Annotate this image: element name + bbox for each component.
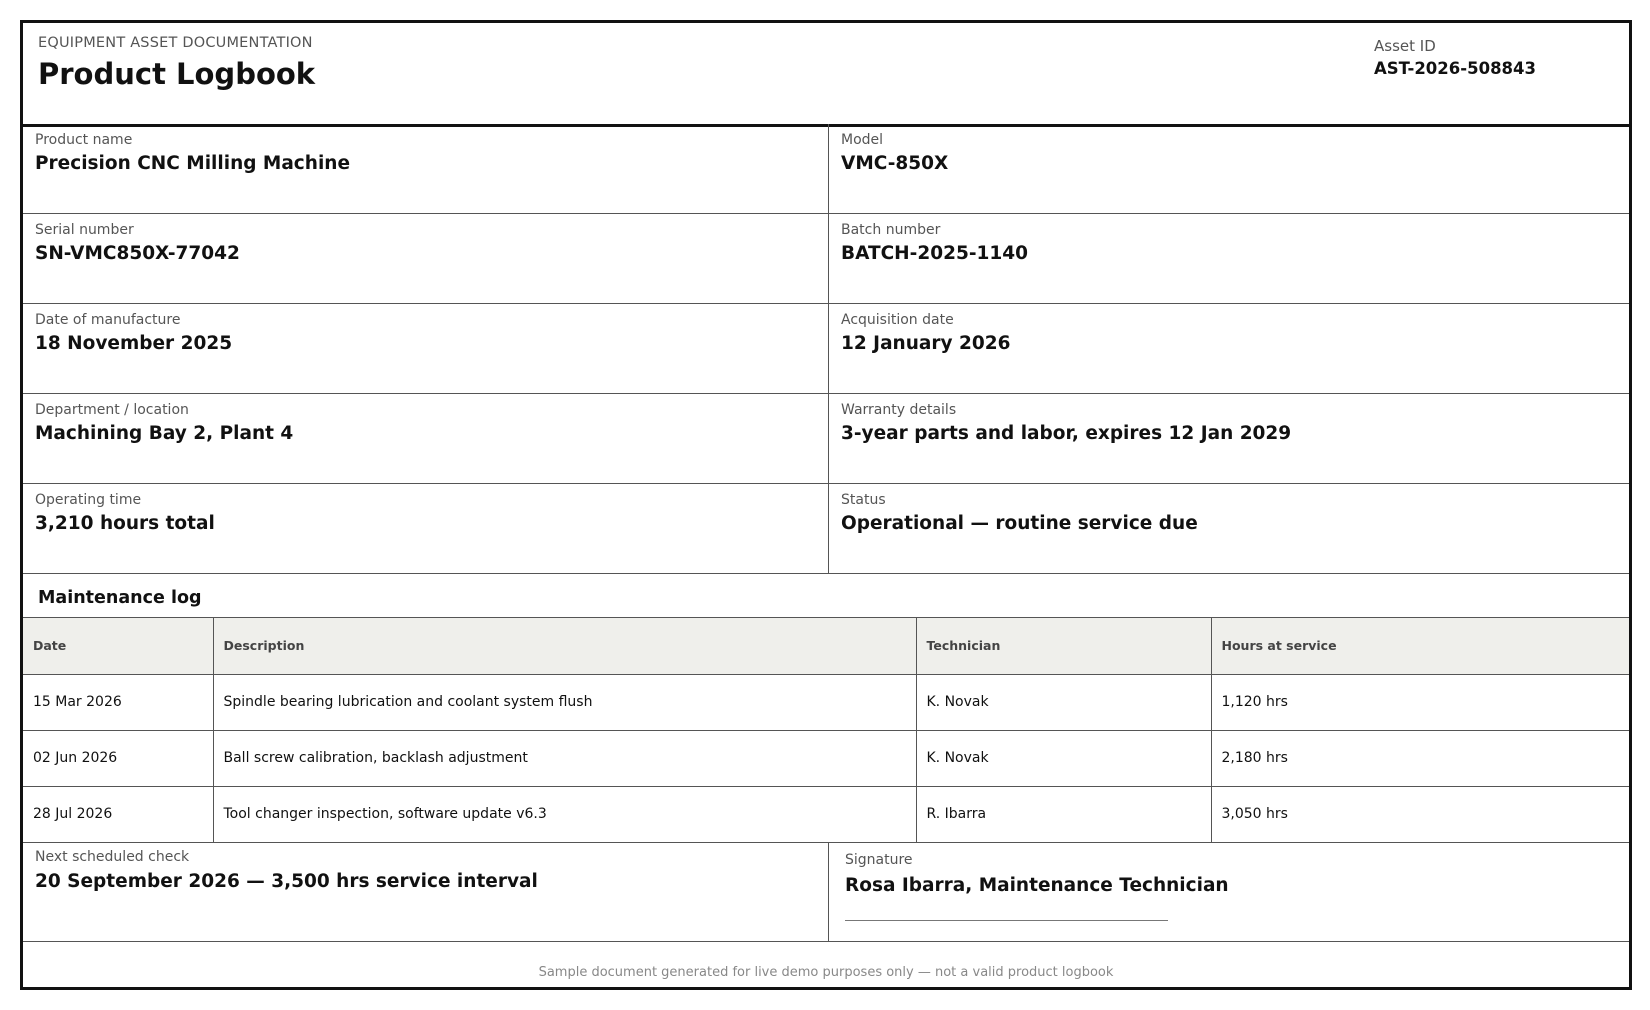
field-label: Date of manufacture [35,312,181,328]
table-row [23,730,1629,786]
field-label: Model [841,132,884,148]
field-value: 3-year parts and labor, expires 12 Jan 2029 [841,423,1292,444]
field-label: Operating time [35,492,142,508]
maintenance-log-table [23,618,1629,843]
document-category: EQUIPMENT ASSET DOCUMENTATION [38,35,313,51]
table-row [23,786,1629,842]
field-value: 3,210 hours total [35,513,215,534]
maintenance-log-title: Maintenance log [38,588,202,608]
disclaimer-footer: Sample document generated for live demo purposes only — not a valid product logbook [538,965,1114,980]
field-value: 12 January 2026 [841,333,1011,354]
cell-hours: 1,120 hrs [1211,674,1629,730]
column-header-technician: Technician [916,618,1211,674]
field-department-location [23,394,829,483]
field-label: Batch number [841,222,941,238]
signature-label: Signature [845,852,913,868]
field-operating-time [23,484,829,573]
cell-description: Ball screw calibration, backlash adjustment [213,730,916,786]
field-value: SN-VMC850X-77042 [35,243,240,264]
next-check-label: Next scheduled check [35,849,190,865]
field-label: Acquisition date [841,312,954,328]
cell-date: 28 Jul 2026 [23,786,213,842]
details-row [23,394,1629,484]
field-date-of-manufacture [23,304,829,393]
field-value: BATCH-2025-1140 [841,243,1028,264]
field-label: Product name [35,132,133,148]
column-header-hours: Hours at service [1211,618,1629,674]
column-header-date: Date [23,618,213,674]
page-title: Product Logbook [38,57,316,91]
table-row [23,674,1629,730]
field-batch-number [829,214,1629,303]
cell-hours: 2,180 hrs [1211,730,1629,786]
field-value: Precision CNC Milling Machine [35,153,351,174]
field-product-name [23,124,829,213]
closing-section [23,842,1629,942]
field-label: Serial number [35,222,134,238]
signature-block [829,842,1629,942]
cell-technician: R. Ibarra [916,786,1211,842]
maintenance-log-header [23,574,1629,618]
asset-id-label: Asset ID [1374,37,1436,55]
details-row [23,304,1629,394]
details-row [23,214,1629,304]
field-status [829,484,1629,573]
asset-id-value: AST-2026-508843 [1374,59,1536,78]
table-header-row [23,618,1629,674]
next-check-value: 20 September 2026 — 3,500 hrs service interval [35,871,538,892]
document-header [23,23,1629,127]
cell-date: 02 Jun 2026 [23,730,213,786]
field-serial-number [23,214,829,303]
field-acquisition-date [829,304,1629,393]
product-details-grid [23,124,1629,574]
cell-description: Tool changer inspection, software update v6.3 [213,786,916,842]
field-value: Operational — routine service due [841,513,1198,534]
cell-technician: K. Novak [916,674,1211,730]
cell-technician: K. Novak [916,730,1211,786]
signature-name: Rosa Ibarra, Maintenance Technician [845,875,1229,896]
field-value: VMC-850X [841,153,949,174]
field-warranty-details [829,394,1629,483]
field-label: Department / location [35,402,189,418]
cell-description: Spindle bearing lubrication and coolant system flush [213,674,916,730]
field-model [829,124,1629,213]
column-header-description: Description [213,618,916,674]
cell-date: 15 Mar 2026 [23,674,213,730]
field-value: 18 November 2025 [35,333,233,354]
logbook-document [20,20,1632,990]
details-row [23,124,1629,214]
signature-line [845,920,1168,921]
field-value: Machining Bay 2, Plant 4 [35,423,294,444]
field-label: Status [841,492,886,508]
next-scheduled-check [23,842,829,942]
cell-hours: 3,050 hrs [1211,786,1629,842]
details-row [23,484,1629,574]
field-label: Warranty details [841,402,957,418]
